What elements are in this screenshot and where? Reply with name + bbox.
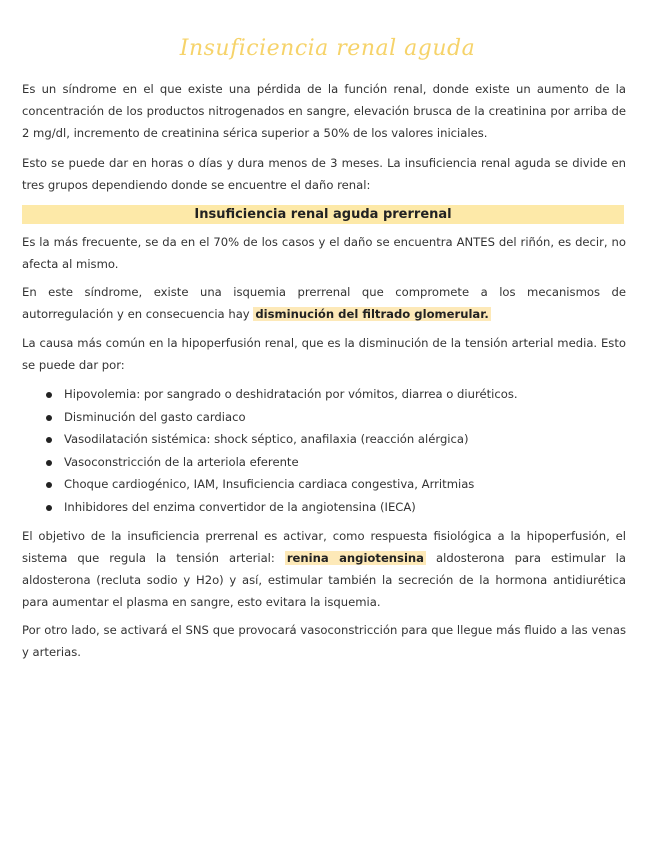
list-item: Vasodilatación sistémica: shock séptico, anafilaxia (reacción alérgica) bbox=[40, 428, 620, 451]
paragraph-ischemia bbox=[22, 281, 626, 325]
list-item: Inhibidores del enzima convertidor de la angiotensina (IECA) bbox=[40, 496, 620, 519]
paragraph-objective-text-1: El objetivo de la insuficiencia prerrenal es activar, como respuesta fisiológica a la hipoperfusión, el sistema que regula la tensión arterial: bbox=[22, 529, 626, 565]
highlight-filtrado: disminución del filtrado glomerular. bbox=[255, 307, 489, 321]
causes-list bbox=[40, 383, 620, 519]
paragraph-cause: La causa más común en la hipoperfusión renal, que es la disminución de la tensión arterial media. Esto se puede dar por: bbox=[22, 336, 626, 372]
list-item: Disminución del gasto cardiaco bbox=[40, 406, 620, 429]
intro-paragraph-1: Es un síndrome en el que existe una pérdida de la función renal, donde existe un aumento de la concentración de los productos nitrogenados en sangre, elevación brusca de la creatinina por arriba de 2 mg/dl, incremento de creatinina sérica superior a 50% de los valores iniciales. bbox=[22, 82, 626, 140]
page-title: Insuficiencia renal aguda bbox=[179, 36, 476, 61]
paragraph-objective bbox=[22, 525, 626, 613]
list-item: Choque cardiogénico, IAM, Insuficiencia cardiaca congestiva, Arritmias bbox=[40, 473, 620, 496]
list-item: Hipovolemia: por sangrado o deshidratación por vómitos, diarrea o diuréticos. bbox=[40, 383, 620, 406]
highlight-renina: renina angiotensina bbox=[286, 551, 425, 565]
list-item: Vasoconstricción de la arteriola eferente bbox=[40, 451, 620, 474]
section-title: Insuficiencia renal aguda prerrenal bbox=[194, 207, 452, 222]
paragraph-objective-text-2: aldosterona para estimular la aldosterona (recluta sodio y H2o) y así, estimular también la secreción de la hormona antidiurética para aumentar el plasma en sangre, esto evitara la isquemia. bbox=[22, 551, 626, 609]
paragraph-frequency: Es la más frecuente, se da en el 70% de los casos y el daño se encuentra ANTES del riñón, es decir, no afecta al mismo. bbox=[22, 235, 626, 271]
intro-paragraph-2: Esto se puede dar en horas o días y dura menos de 3 meses. La insuficiencia renal aguda se divide en tres grupos dependiendo donde se encuentre el daño renal: bbox=[22, 156, 626, 192]
paragraph-sns: Por otro lado, se activará el SNS que provocará vasoconstricción para que llegue más fluido a las venas y arterias. bbox=[22, 623, 626, 659]
paragraph-ischemia-text: En este síndrome, existe una isquemia prerrenal que compromete a los mecanismos de autorregulación y en consecuencia hay bbox=[22, 285, 626, 321]
